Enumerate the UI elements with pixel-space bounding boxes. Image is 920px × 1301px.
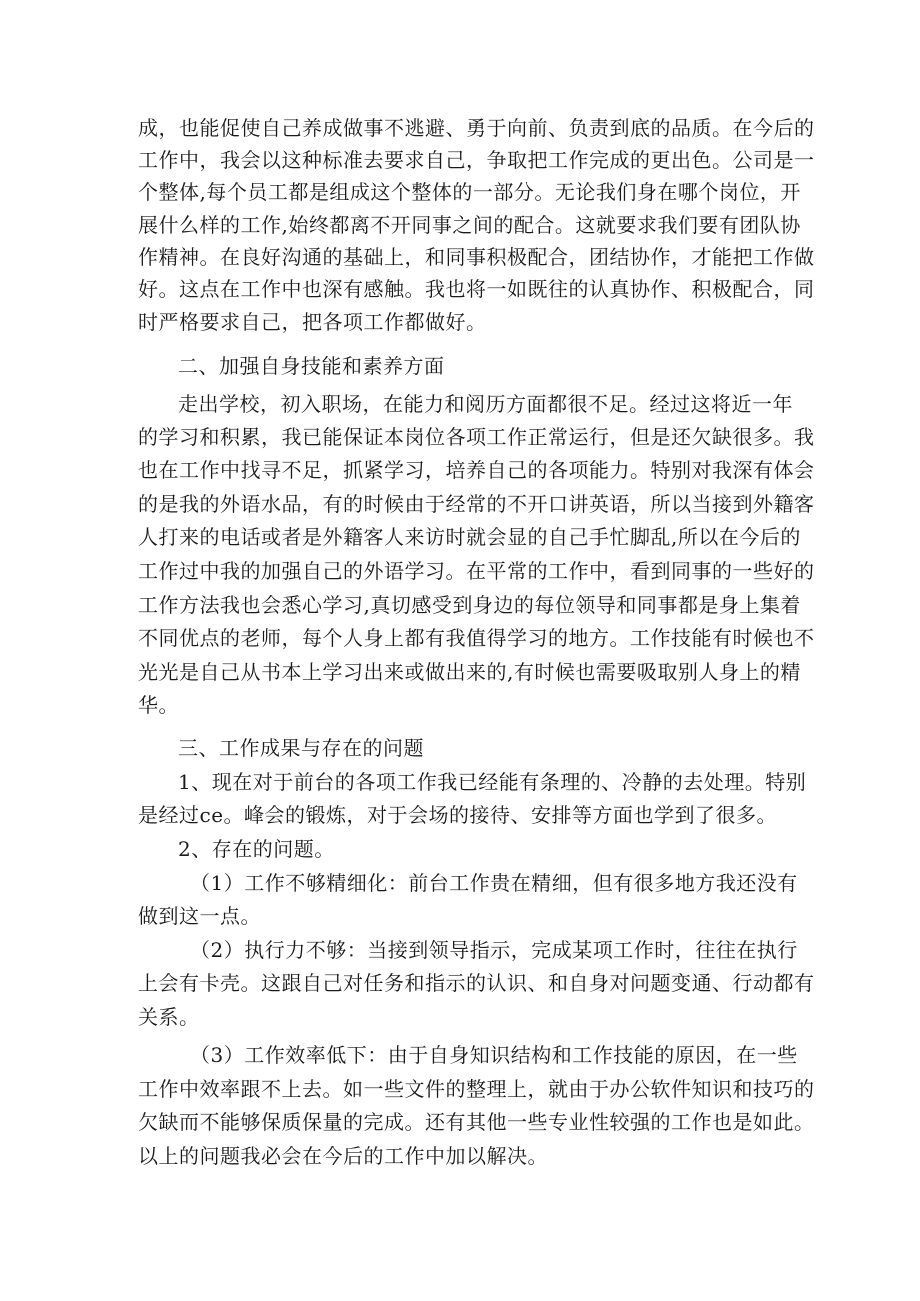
text-line: 光光是自己从书本上学习出来或做出来的,有时候也需要吸取别人身上的精 [138, 660, 801, 684]
text-line: 工作方法我也会悉心学习,真切感受到身边的每位领导和同事都是身上集着 [138, 593, 801, 617]
text-line: 好。这点在工作中也深有感触。我也将一如既往的认真协作、积极配合，同 [138, 277, 815, 301]
text-line: 成，也能促使自己养成做事不逃避、勇于向前、负责到底的品质。在今后的 [138, 116, 815, 140]
text-line: 工作过中我的加强自己的外语学习。在平常的工作中，看到同事的一些好的 [138, 559, 815, 583]
text-line: 工作中，我会以这种标准去要求自己，争取把工作完成的更出色。公司是一 [138, 148, 815, 172]
text-line: 也在工作中找寻不足，抓紧学习，培养自己的各项能力。特别对我深有体会 [138, 458, 815, 482]
section-heading: 三、工作成果与存在的问题 [178, 736, 424, 760]
text-line: 是经过ce。峰会的锻炼，对于会场的接待、安排等方面也学到了很多。 [138, 803, 778, 827]
text-line: 华。 [138, 693, 179, 717]
text-line: 以上的问题我必会在今后的工作中加以解决。 [138, 1144, 548, 1168]
text-line: 欠缺而不能够保质保量的完成。还有其他一些专业性较强的工作也是如此。 [138, 1110, 815, 1134]
text-line: 的学习和积累，我已能保证本岗位各项工作正常运行，但是还欠缺很多。我 [138, 425, 815, 449]
text-line: （3）工作效率低下：由于自身知识结构和工作技能的原因，在一些 [190, 1043, 798, 1067]
text-line: （1）工作不够精细化：前台工作贵在精细，但有很多地方我还没有 [190, 871, 798, 895]
text-line: 的是我的外语水品，有的时候由于经常的不开口讲英语，所以当接到外籍客 [138, 492, 815, 516]
text-line: 不同优点的老师，每个人身上都有我值得学习的地方。工作技能有时候也不 [138, 626, 815, 650]
text-line: 做到这一点。 [138, 904, 261, 928]
section-heading: 二、加强自身技能和素养方面 [178, 354, 445, 378]
text-line: 上会有卡壳。这跟自己对任务和指示的认识、和自身对问题变通、行动都有 [138, 971, 815, 995]
text-line: 展什么样的工作,始终都离不开同事之间的配合。这就要求我们要有团队协 [138, 213, 801, 237]
text-line: （2）执行力不够：当接到领导指示，完成某项工作时，往往在执行 [190, 938, 798, 962]
text-line: 时严格要求自己，把各项工作都做好。 [138, 310, 487, 334]
text-line: 人打来的电话或者是外籍客人来访时就会显的自己手忙脚乱,所以在今后的 [138, 525, 801, 549]
text-line: 1、现在对于前台的各项工作我已经能有条理的、冷静的去处理。特别 [178, 770, 807, 794]
text-line: 关系。 [138, 1005, 200, 1029]
text-line: 工作中效率跟不上去。如一些文件的整理上，就由于办公软件知识和技巧的 [138, 1077, 815, 1101]
text-line: 个整体,每个员工都是组成这个整体的一部分。无论我们身在哪个岗位，开 [138, 180, 801, 204]
text-line: 2、存在的问题。 [178, 837, 335, 861]
text-line: 作精神。在良好沟通的基础上，和同事积极配合，团结协作，才能把工作做 [138, 245, 815, 269]
text-line: 走出学校，初入职场，在能力和阅历方面都很不足。经过这将近一年 [178, 392, 793, 416]
